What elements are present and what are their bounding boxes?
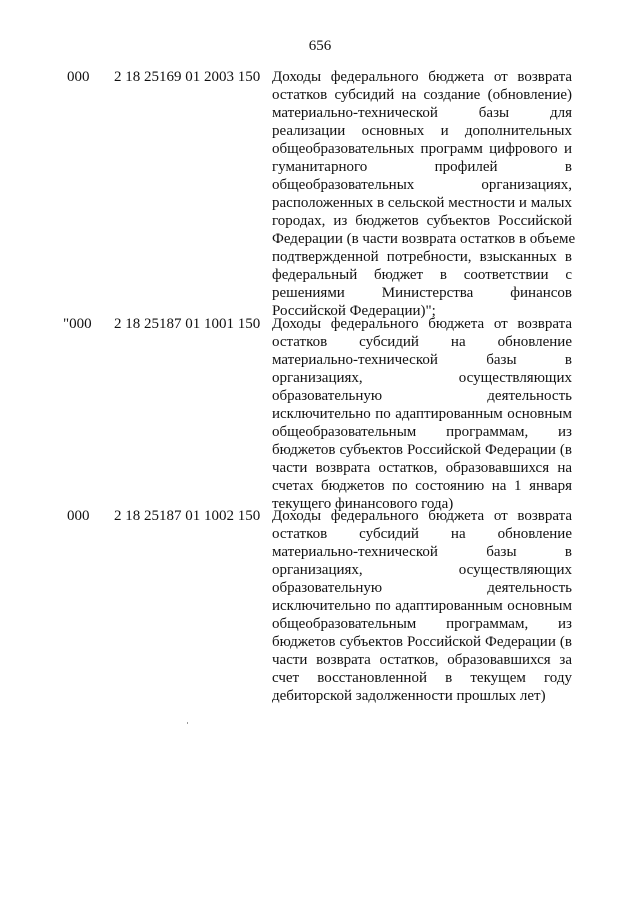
page-number: 656 — [308, 38, 332, 54]
description-line: гуманитарного профилей в — [272, 159, 572, 175]
description-line: счетах бюджетов по состоянию на 1 января — [272, 478, 572, 494]
description-line: общеобразовательным программам, из — [272, 424, 572, 440]
description-line: материально-технической базы для — [272, 105, 572, 121]
description-line: общеобразовательных программ цифрового и — [272, 141, 572, 157]
entry-description — [272, 68, 576, 320]
description-line: материально-технической базы в — [272, 352, 572, 368]
description-line: организациях, осуществляющих — [272, 370, 572, 386]
description-line: исключительно по адаптированным основным — [272, 406, 572, 422]
admin-code: "000 — [63, 316, 92, 332]
description-line: счет восстановленной в текущем году — [272, 670, 572, 686]
admin-code: 000 — [67, 508, 90, 524]
description-line: части возврата остатков, образовавшихся на — [272, 460, 572, 476]
budget-classification-code: 2 18 25187 01 1001 150 — [114, 316, 261, 332]
admin-code: 000 — [67, 69, 90, 85]
description-line: расположенных в сельской местности и малых — [272, 195, 572, 211]
description-line: дебиторской задолженности прошлых лет) — [272, 688, 546, 704]
description-line: подтвержденной потребности, взысканных в — [272, 249, 572, 265]
description-line: федеральный бюджет в соответствии с — [272, 267, 572, 283]
description-line: общеобразовательным программам, из — [272, 616, 572, 632]
description-line: исключительно по адаптированным основным — [272, 598, 572, 614]
entry-description — [272, 315, 572, 513]
entry-description — [272, 507, 572, 705]
description-line: остатков субсидий на обновление — [272, 334, 572, 350]
description-line: Доходы федерального бюджета от возврата — [272, 508, 572, 524]
description-line: части возврата остатков, образовавшихся за — [272, 652, 572, 668]
description-line: образовательную деятельность — [272, 388, 572, 404]
description-line: остатков субсидий на обновление — [272, 526, 572, 542]
description-line: общеобразовательных организациях, — [272, 177, 572, 193]
description-line: Доходы федерального бюджета от возврата — [272, 316, 572, 332]
description-line: бюджетов субъектов Российской Федерации (в — [272, 442, 572, 458]
description-line: бюджетов субъектов Российской Федерации (в — [272, 634, 572, 650]
description-line: Федерации (в части возврата остатков в объеме — [272, 231, 576, 247]
budget-classification-code: 2 18 25187 01 1002 150 — [114, 508, 261, 524]
description-line: Доходы федерального бюджета от возврата — [272, 69, 572, 85]
scan-speck — [187, 722, 188, 724]
description-line: реализации основных и дополнительных — [272, 123, 572, 139]
description-line: городах, из бюджетов субъектов Российской — [272, 213, 572, 229]
description-line: образовательную деятельность — [272, 580, 572, 596]
description-line: Российской Федерации)"; — [272, 303, 436, 319]
description-line: текущего финансового года) — [272, 496, 454, 512]
description-line: материально-технической базы в — [272, 544, 572, 560]
description-line: решениями Министерства финансов — [272, 285, 572, 301]
description-line: организациях, осуществляющих — [272, 562, 572, 578]
budget-classification-code: 2 18 25169 01 2003 150 — [114, 69, 261, 85]
description-line: остатков субсидий на создание (обновление) — [272, 87, 572, 103]
